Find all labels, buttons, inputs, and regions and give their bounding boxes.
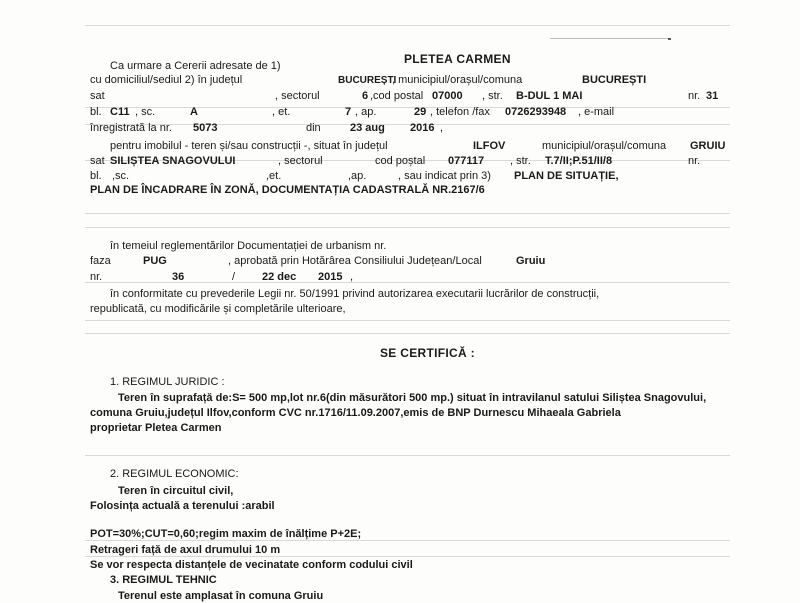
- rules-line-3: Se vor respecta distanțele de vecinatate conform codului civil: [90, 559, 413, 571]
- property-ap-label: ,ap.: [348, 170, 367, 182]
- economic-regime-title: 2. REGIMUL ECONOMIC:: [110, 468, 239, 480]
- certify-heading: SE CERTIFICĂ :: [380, 346, 475, 360]
- legal-regime-line-3: proprietar Pletea Carmen: [90, 422, 222, 434]
- property-postal-label: cod poștal: [375, 155, 426, 167]
- council-value: Gruiu: [516, 255, 546, 267]
- registration-year: 2016: [410, 122, 435, 134]
- et-label: , et.: [272, 106, 291, 118]
- faza-value: PUG: [143, 255, 167, 267]
- decision-date: 22 dec: [262, 271, 297, 283]
- property-sc-label: ,sc.: [112, 170, 130, 182]
- sat-label: sat: [90, 90, 105, 102]
- technical-regime-title: 3. REGIMUL TEHNIC: [110, 574, 217, 586]
- scan-mark: [550, 38, 670, 39]
- decision-nr-label: nr.: [90, 271, 103, 283]
- et-value: 7: [345, 106, 352, 118]
- decision-comma: ,: [350, 271, 354, 283]
- sc-value: A: [190, 106, 198, 118]
- property-street-label: , str.: [510, 155, 531, 167]
- registration-date: 23 aug: [350, 122, 385, 134]
- approved-label: , aprobată prin Hotărârea Consiliului Județean/Local: [228, 255, 482, 267]
- sc-label: , sc.: [135, 106, 156, 118]
- property-sat: SILIȘTEA SNAGOVULUI: [110, 155, 236, 167]
- decision-nr: 36: [172, 271, 185, 283]
- property-street: T.7/II;P.51/II/8: [545, 155, 613, 167]
- street-value: B-DUL 1 MAI: [516, 90, 583, 102]
- property-et-label: ,et.: [266, 170, 282, 182]
- scan-dot: [668, 38, 671, 40]
- registration-din-label: din: [306, 122, 321, 134]
- street-label: , str.: [482, 90, 503, 102]
- property-sector-label: , sectorul: [278, 155, 323, 167]
- law-line-2: republicată, cu modificările și completările ulterioare,: [90, 303, 346, 315]
- rules-line-1: POT=30%;CUT=0,60;regim maxim de înălțime P+2E;: [90, 528, 362, 540]
- postal-value: 07000: [432, 90, 463, 102]
- economic-regime-line-2: Folosința actuală a terenului :arabil: [90, 500, 275, 512]
- email-label: , e-mail: [578, 106, 615, 118]
- property-county: ILFOV: [473, 140, 506, 152]
- property-sat-label: sat: [90, 155, 105, 167]
- registration-label: înregistrată la nr.: [90, 122, 172, 134]
- registration-comma: ,: [440, 122, 444, 134]
- ap-label: , ap.: [355, 106, 377, 118]
- applicant-name: PLETEA CARMEN: [404, 52, 511, 66]
- legal-regime-line-1: Teren în suprafață de:S= 500 mp,lot nr.6(din măsurători 500 mp.) situat în intravilanul satului Siliștea Snagovului,: [118, 392, 707, 404]
- postal-label: ,cod postal: [370, 90, 424, 102]
- intro-label: Ca urmare a Cererii adresate de 1): [110, 60, 281, 72]
- nr-value: 31: [706, 90, 719, 102]
- legal-regime-line-2: comuna Gruiu,județul Ilfov,conform CVC nr.1716/11.09.2007,emis de BNP Durnescu Mihaeala Gabriela: [90, 407, 621, 419]
- municipality-value: BUCUREȘTI: [582, 74, 647, 86]
- property-plan: PLAN DE SITUAȚIE,: [514, 170, 619, 182]
- property-postal: 077117: [448, 155, 485, 167]
- phone-value: 0726293948: [505, 106, 567, 118]
- decision-slash: /: [232, 271, 236, 283]
- property-municipality: GRUIU: [690, 140, 726, 152]
- rules-line-2: Retrageri față de axul drumului 10 m: [90, 544, 281, 556]
- property-nr-label: nr.: [688, 155, 701, 167]
- faza-label: faza: [90, 255, 111, 267]
- nr-label: nr.: [688, 90, 701, 102]
- bl-value: C11: [110, 106, 130, 118]
- property-plan-label: , sau indicat prin 3): [398, 170, 491, 182]
- urbanism-line: în temeiul reglementărilor Documentației de urbanism nr.: [110, 240, 387, 252]
- municipality-label: , municipiul/orașul/comuna: [392, 74, 523, 86]
- property-bl-label: bl.: [90, 170, 102, 182]
- decision-year: 2015: [318, 271, 343, 283]
- property-municipality-label: municipiul/orașul/comuna: [542, 140, 667, 152]
- bl-label: bl.: [90, 106, 102, 118]
- domicile-label: cu domiciliul/sediul 2) în județul: [90, 74, 243, 86]
- economic-regime-line-1: Teren în circuitul civil,: [118, 485, 234, 497]
- property-label: pentru imobilul - teren și/sau construcții -, situat în județul: [110, 140, 388, 152]
- legal-regime-title: 1. REGIMUL JURIDIC :: [110, 376, 225, 388]
- county-value: BUCUREȘTI: [338, 75, 397, 86]
- sector-value: 6: [362, 90, 369, 102]
- property-plan-continued: PLAN DE ÎNCADRARE ÎN ZONĂ, DOCUMENTAȚIA CADASTRALĂ NR.2167/6: [90, 184, 485, 196]
- sector-label: , sectorul: [275, 90, 320, 102]
- ap-value: 29: [414, 106, 427, 118]
- phone-label: , telefon /fax: [430, 106, 490, 118]
- registration-nr: 5073: [193, 122, 218, 134]
- law-line-1: în conformitate cu prevederile Legii nr. 50/1991 privind autorizarea executarii lucrărilor de construcții,: [110, 288, 600, 300]
- technical-regime-line-1: Terenul este amplasat în comuna Gruiu: [118, 590, 324, 602]
